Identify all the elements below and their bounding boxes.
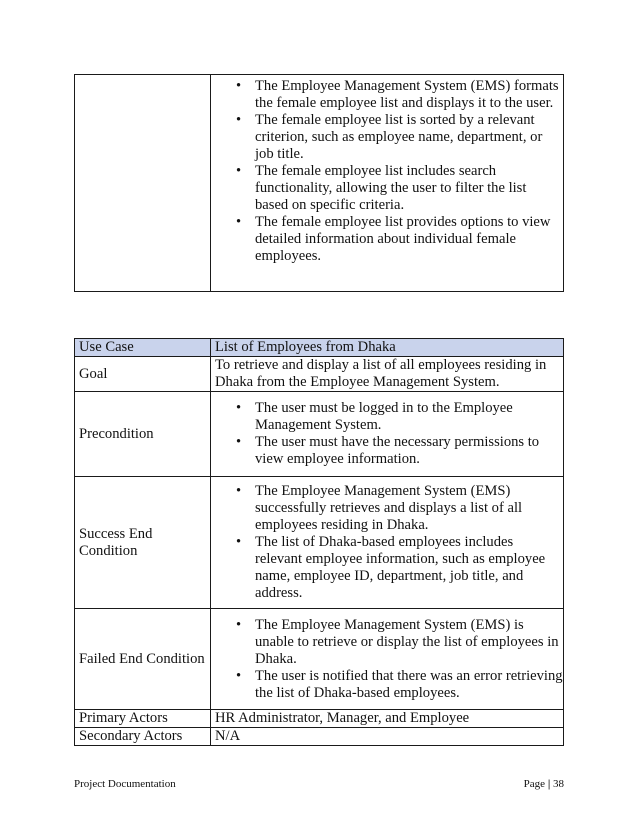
- continued-bullet-list: [215, 75, 563, 265]
- precondition-row: [75, 392, 564, 477]
- continued-table: [74, 74, 564, 292]
- continued-bullet: • The Employee Management System (EMS) formats the female employee list and displays it to the user.: [255, 78, 563, 112]
- use-case-header-row: [75, 339, 564, 357]
- footer-page-number: [524, 778, 564, 790]
- goal-label: Goal: [75, 357, 211, 392]
- failed-item: • The user is notified that there was an error retrieving the list of Dhaka-based employees.: [255, 668, 563, 702]
- success-row: [75, 477, 564, 609]
- use-case-header-label: Use Case: [75, 339, 211, 357]
- continued-row: [75, 75, 564, 292]
- precondition-label: Precondition: [75, 392, 211, 477]
- page-label: Page: [523, 778, 546, 790]
- success-list: [215, 483, 563, 602]
- primary-actors-label: Primary Actors: [75, 710, 211, 728]
- success-item: • The list of Dhaka-based employees includes relevant employee information, such as employee name, employee ID, department, job title, and address.: [255, 534, 563, 602]
- use-case-header-value: List of Employees from Dhaka: [211, 339, 564, 357]
- continued-empty-cell: [75, 75, 211, 292]
- use-case-table: [74, 338, 564, 746]
- precondition-list: [215, 400, 563, 468]
- footer-doc-title: Project Documentation: [74, 778, 176, 790]
- precondition-item: • The user must have the necessary permissions to view employee information.: [255, 434, 563, 468]
- failed-item: • The Employee Management System (EMS) is unable to retrieve or display the list of employees in Dhaka.: [255, 617, 563, 668]
- primary-actors-value: HR Administrator, Manager, and Employee: [211, 710, 564, 728]
- precondition-item: • The user must be logged in to the Employee Management System.: [255, 400, 563, 434]
- primary-actors-row: [75, 710, 564, 728]
- failed-label: Failed End Condition: [75, 609, 211, 710]
- continued-bullet: • The female employee list includes search functionality, allowing the user to filter the list based on specific criteria.: [255, 163, 563, 214]
- continued-bullet: • The female employee list provides options to view detailed information about individual female employees.: [255, 214, 563, 265]
- continued-bullet: • The female employee list is sorted by a relevant criterion, such as employee name, department, or job title.: [255, 112, 563, 163]
- page-separator: |: [547, 778, 551, 790]
- goal-row: [75, 357, 564, 392]
- failed-cell: [211, 609, 564, 710]
- precondition-cell: [211, 392, 564, 477]
- secondary-actors-value: N/A: [211, 728, 564, 746]
- goal-value: To retrieve and display a list of all employees residing in Dhaka from the Employee Management System.: [211, 357, 564, 392]
- success-label: Success End Condition: [75, 477, 211, 609]
- success-cell: [211, 477, 564, 609]
- failed-row: [75, 609, 564, 710]
- page-number: 38: [553, 778, 564, 790]
- secondary-actors-label: Secondary Actors: [75, 728, 211, 746]
- failed-list: [215, 617, 563, 702]
- secondary-actors-row: [75, 728, 564, 746]
- continued-bullets-cell: [211, 75, 564, 292]
- success-item: • The Employee Management System (EMS) successfully retrieves and displays a list of all employees residing in Dhaka.: [255, 483, 563, 534]
